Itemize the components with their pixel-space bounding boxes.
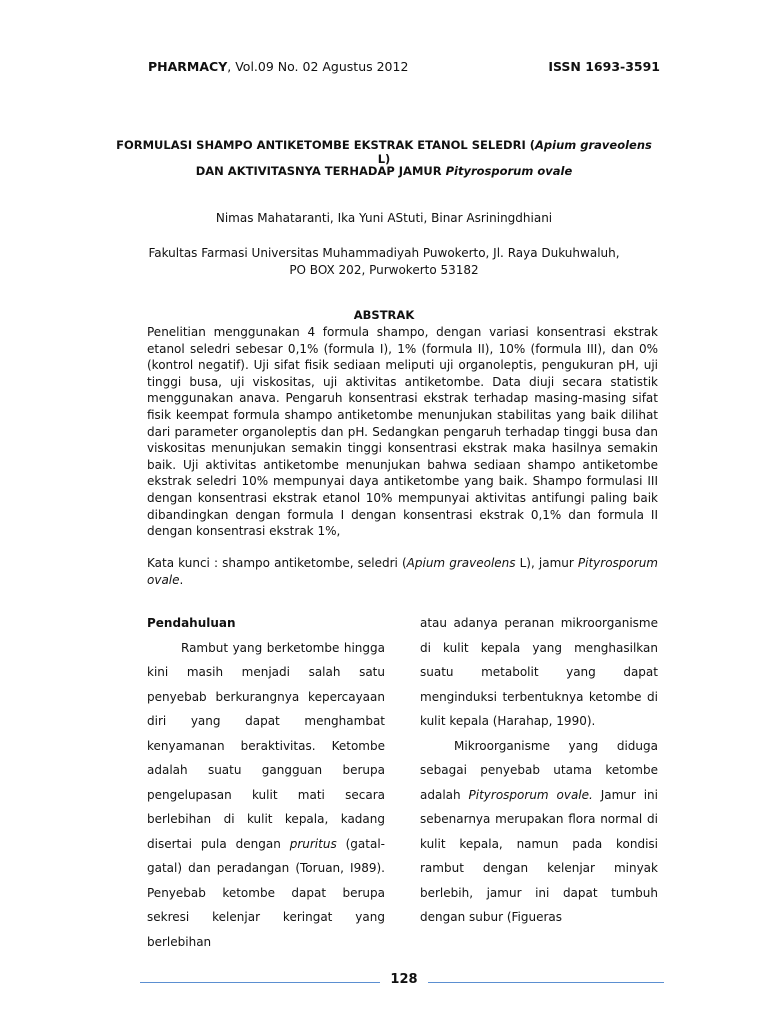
authors: Nimas Mahataranti, Ika Yuni AStuti, Binar Asriningdhiani <box>215 211 553 225</box>
paper-title-line-2: DAN AKTIVITASNYA TERHADAP JAMUR Pityrosporum ovale <box>195 164 573 178</box>
footer-rule-right <box>428 982 664 983</box>
paragraph: atau adanya peranan mikroorganisme di kulit kepala yang menghasilkan suatu metabolit yang dapat menginduksi terbentuknya ketombe di kulit kepala (Harahap, 1990). <box>420 616 658 728</box>
affiliation-line-1: Fakultas Farmasi Universitas Muhammadiyah Puwokerto, Jl. Raya Dukuhwaluh, <box>148 246 620 260</box>
section-heading: Pendahuluan <box>147 616 236 630</box>
journal-citation: PHARMACY, Vol.09 No. 02 Agustus 2012 <box>148 59 409 74</box>
paragraph: Rambut yang berketombe hingga kini masih menjadi salah satu penyebab berkurangnya kepercayaan diri yang dapat menghambat kenyamanan beraktivitas. Ketombe adalah suatu gangguan berupa pengelupasan kulit mati secara berlebihan di kulit kepala, kadang disertai pula dengan pruritus (gatal-gatal) dan peradangan (Toruan, I989). Penyebab ketombe dapat berupa sekresi kelenjar keringat yang berlebihan <box>147 640 385 949</box>
page-number: 128 <box>390 972 418 987</box>
paper-title-line-1: FORMULASI SHAMPO ANTIKETOMBE EKSTRAK ETANOL SELEDRI (Apium graveolens L) <box>116 138 652 166</box>
paragraph: Mikroorganisme yang diduga sebagai penyebab utama ketombe adalah Pityrosporum ovale. Jamur ini sebenarnya merupakan flora normal di kulit kepala, namun pada kondisi rambut dengan kelenjar minyak berlebih, jamur ini dapat tumbuh dengan subur (Figueras <box>420 738 658 924</box>
abstract-text: Penelitian menggunakan 4 formula shampo, dengan variasi konsentrasi ekstrak etanol seledri sebesar 0,1% (formula I), 1% (formula II), 10% (formula III), dan 0% (kontrol negatif). Uji sifat fisik sediaan meliputi uji organoleptis, pengukuran pH, uji tinggi busa, uji viskositas, uji aktivitas antiketombe. Data diuji secara statistik menggunakan anava. Pengaruh konsentrasi ekstrak terhadap masing-masing sifat fisik keempat formula shampo antiketombe menunjukan stabilitas yang baik dilihat dari parameter organoleptis dan pH. Sedangkan pengaruh terhadap tinggi busa dan viskositas menunjukan semakin tinggi konsentrasi ekstrak maka hasilnya semakin baik. Uji aktivitas antiketombe menunjukan bahwa sediaan shampo antiketombe ekstrak seledri 10% mempunyai daya antiketombe yang baik. Shampo formulasi III dengan konsentrasi ekstrak etanol 10% mempunyai aktivitas antifungi paling baik dibandingkan dengan formula I dengan konsentrasi ekstrak 0,1% dan formula II dengan konsentrasi ekstrak 1%, <box>147 325 658 539</box>
abstract-heading: ABSTRAK <box>353 308 415 322</box>
body-column-right <box>420 611 658 930</box>
body-column-left <box>147 611 385 954</box>
footer-rule-left <box>140 982 380 983</box>
keywords: Kata kunci : shampo antiketombe, seledri (Apium graveolens L), jamur Pityrosporum ovale. <box>147 556 658 587</box>
issn: ISSN 1693-3591 <box>548 59 660 74</box>
affiliation-line-2: PO BOX 202, Purwokerto 53182 <box>289 263 479 277</box>
